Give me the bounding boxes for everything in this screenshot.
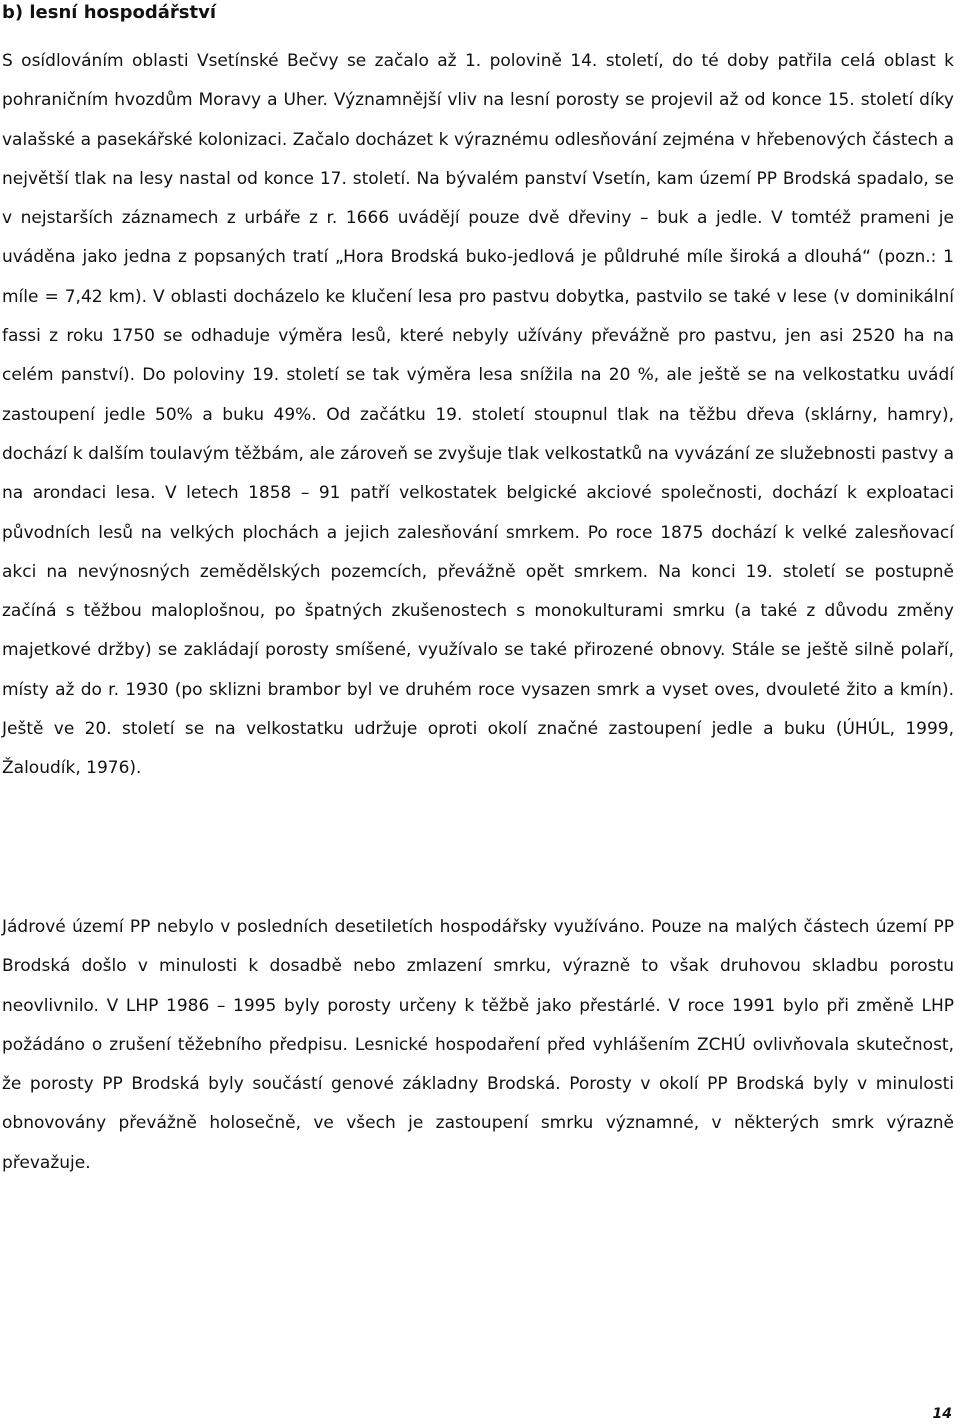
paragraph-forest-history: S osídlováním oblasti Vsetínské Bečvy se začalo až 1. polovině 14. století, do té doby patřila celá oblast k pohraničním hvozdům Moravy a Uher. Významnější vliv na lesní porosty se projevil až od konce 15. století díky valašské a pasekářské kolonizaci. Začalo docházet k výraznému odlesňování zejména v hřebenových částech a největší tlak na lesy nastal od konce 17. století. Na bývalém panství Vsetín, kam území PP Brodská spadalo, se v nejstarších záznamech z urbáře z r. 1666 uvádějí pouze dvě dřeviny – buk a jedle. V tomtéž prameni je uváděna jako jedna z popsaných tratí „Hora Brodská buko-jedlová je půldruhé míle široká a dlouhá“ (pozn.: 1 míle = 7,42 km). V oblasti docházelo ke klučení lesa pro pastvu dobytka, pastvilo se také v lese (v dominikální fassi z roku 1750 se odhaduje výměra lesů, které nebyly užívány převážně pro pastvu, jen asi 2520 ha na celém panství). Do poloviny 19. století se tak výměra lesa snížila na 20 %, ale ještě se na velkostatku uvádí zastoupení jedle 50% a buku 49%. Od začátku 19. století stoupnul tlak na těžbu dřeva (sklárny, hamry), dochází k dalším toulavým těžbám, ale zároveň se zvyšuje tlak velkostatků na vyvázání ze služebnosti pastvy a na arondaci lesa. V letech 1858 – 91 patří velkostatek belgické akciové společnosti, dochází k exploataci původních lesů na velkých plochách a jejich zalesňování smrkem. Po roce 1875 dochází k velké zalesňovací akci na nevýnosných zemědělských pozemcích, převážně opět smrkem. Na konci 19. století se postupně začíná s těžbou maloplošnou, po špatných zkušenostech s monokulturami smrku (a také z důvodu změny majetkové držby) se zakládají porosty smíšené, využívalo se také přirozené obnovy. Stále se ještě silně polaří, místy až do r. 1930 (po sklizni brambor byl ve druhém roce vysazen smrk a vyset oves, dvouleté žito a kmín). Ještě ve 20. století se na velkostatku udržuje oproti okolí značné zastoupení jedle a buku (ÚHÚL, 1999, Žaloudík, 1976). [2, 51, 954, 779]
paragraph-core-area-management: Jádrové území PP nebylo v posledních desetiletích hospodářsky využíváno. Pouze na malých částech území PP Brodská došlo v minulosti k dosadbě nebo zmlazení smrku, výrazně to však druhovou skladbu porostu neovlivnilo. V LHP 1986 – 1995 byly porosty určeny k těžbě jako přestárlé. V roce 1991 bylo při změně LHP požádáno o zrušení těžebního předpisu. Lesnické hospodaření před vyhlášením ZCHÚ ovlivňovala skutečnost, že porosty PP Brodská byly součástí genové základny Brodská. Porosty v okolí PP Brodská byly v minulosti obnovovány převážně holosečně, ve všech je zastoupení smrku významné, v některých smrk výrazně převažuje. [2, 917, 954, 1173]
section-heading: b) lesní hospodářství [2, 2, 216, 23]
page-number: 14 [932, 1406, 952, 1422]
